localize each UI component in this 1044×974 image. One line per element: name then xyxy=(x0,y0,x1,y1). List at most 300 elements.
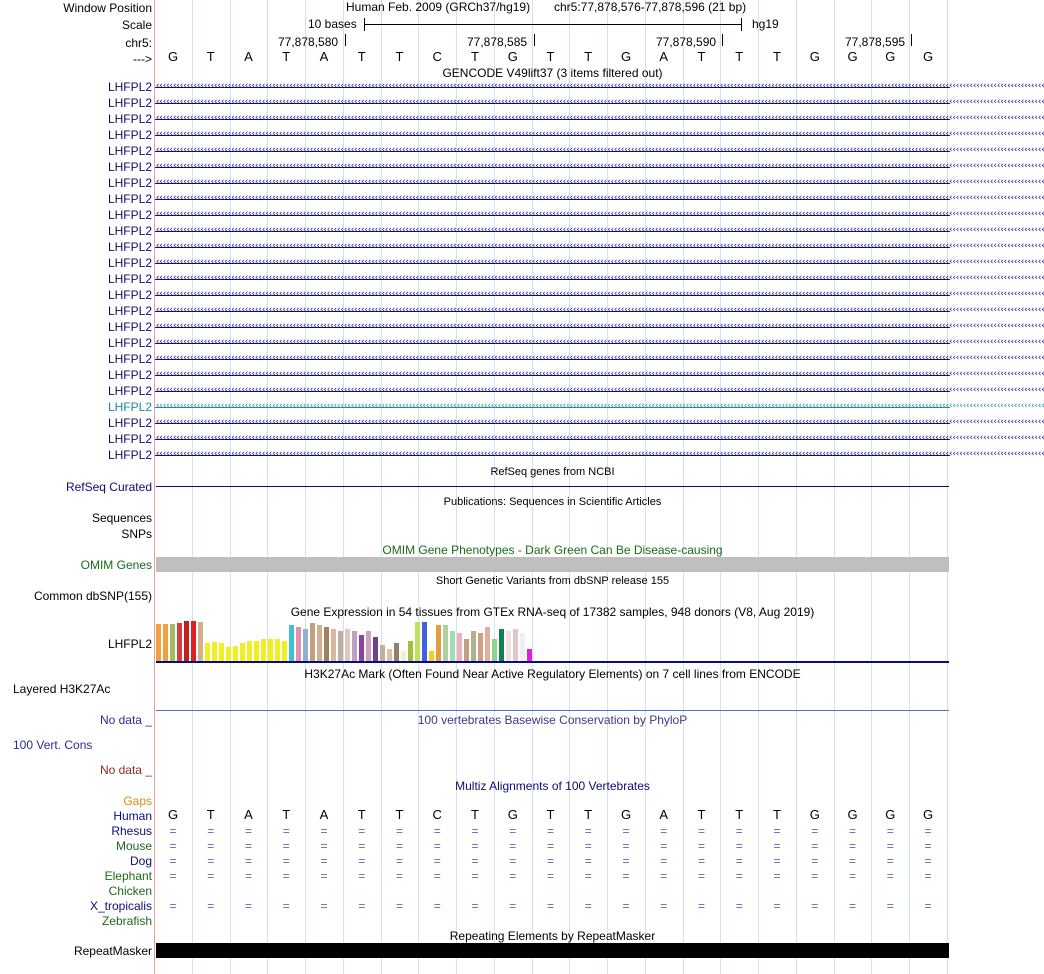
reference-base: A xyxy=(319,49,329,64)
multiz-human-base: T xyxy=(735,807,744,822)
multiz-identity-mark: = xyxy=(924,854,932,868)
strand-arrows: ‹‹‹‹‹‹‹‹‹‹‹‹‹‹‹‹‹‹‹‹‹‹‹‹‹‹‹‹‹‹‹‹‹‹‹‹‹‹‹‹‹‹‹‹‹‹‹‹‹‹‹‹‹‹‹‹‹‹‹‹‹‹‹‹‹‹‹‹‹‹‹‹‹‹‹‹‹‹‹‹‹‹‹‹‹‹‹‹‹‹‹‹‹‹‹‹‹‹‹‹‹‹‹‹‹‹‹‹‹‹‹‹‹‹‹‹‹‹‹‹‹‹‹‹‹‹‹‹‹‹‹‹‹‹‹‹‹‹‹‹‹‹‹‹‹‹‹‹‹‹‹‹‹‹‹‹‹‹‹‹‹‹‹‹‹‹‹‹‹‹‹‹‹‹‹‹‹‹‹‹‹‹‹‹‹‹‹‹‹‹‹‹‹‹‹‹‹‹‹‹‹‹‹‹‹‹‹‹‹‹‹‹‹‹‹‹‹‹‹‹‹‹‹‹‹‹‹‹‹‹‹‹‹‹‹‹‹‹‹‹‹‹‹‹‹‹‹‹‹‹‹‹‹‹‹‹‹‹‹‹ xyxy=(155,193,1044,203)
gencode-transcript-row[interactable] xyxy=(155,112,1044,128)
reference-base: C xyxy=(432,49,442,64)
multiz-identity-mark: = xyxy=(848,869,856,883)
multiz-identity-mark: = xyxy=(282,824,290,838)
gencode-transcript-row[interactable] xyxy=(155,240,1044,256)
gtex-tissue-bar[interactable] xyxy=(436,625,441,661)
gencode-transcript-label[interactable]: LHFPL2 xyxy=(107,176,152,190)
gencode-transcript-row[interactable] xyxy=(155,160,1044,176)
gtex-tissue-bar[interactable] xyxy=(317,625,322,661)
gtex-tissue-bar[interactable] xyxy=(219,643,224,661)
multiz-identity-mark: = xyxy=(320,869,328,883)
gtex-tissue-bar[interactable] xyxy=(443,625,448,661)
gencode-transcript-intron-line[interactable] xyxy=(155,161,1044,172)
multiz-identity-mark: = xyxy=(697,854,705,868)
gencode-transcript-intron-line[interactable] xyxy=(155,225,1044,236)
multiz-species-label[interactable]: Elephant xyxy=(104,869,152,883)
refseq-gene-line[interactable] xyxy=(156,486,949,487)
strand-arrows: ‹‹‹‹‹‹‹‹‹‹‹‹‹‹‹‹‹‹‹‹‹‹‹‹‹‹‹‹‹‹‹‹‹‹‹‹‹‹‹‹‹‹‹‹‹‹‹‹‹‹‹‹‹‹‹‹‹‹‹‹‹‹‹‹‹‹‹‹‹‹‹‹‹‹‹‹‹‹‹‹‹‹‹‹‹‹‹‹‹‹‹‹‹‹‹‹‹‹‹‹‹‹‹‹‹‹‹‹‹‹‹‹‹‹‹‹‹‹‹‹‹‹‹‹‹‹‹‹‹‹‹‹‹‹‹‹‹‹‹‹‹‹‹‹‹‹‹‹‹‹‹‹‹‹‹‹‹‹‹‹‹‹‹‹‹‹‹‹‹‹‹‹‹‹‹‹‹‹‹‹‹‹‹‹‹‹‹‹‹‹‹‹‹‹‹‹‹‹‹‹‹‹‹‹‹‹‹‹‹‹‹‹‹‹‹‹‹‹‹‹‹‹‹‹‹‹‹‹‹‹‹‹‹‹‹‹‹‹‹‹‹‹‹‹‹‹‹‹‹‹‹‹‹‹‹‹‹‹‹‹ xyxy=(155,257,1044,267)
reference-base: T xyxy=(206,49,215,64)
multiz-human-base: T xyxy=(546,807,555,822)
phylop-axis-line xyxy=(156,710,949,711)
gencode-transcript-label[interactable]: LHFPL2 xyxy=(107,144,152,158)
gtex-tissue-bar[interactable] xyxy=(191,621,196,661)
strand-arrows: ‹‹‹‹‹‹‹‹‹‹‹‹‹‹‹‹‹‹‹‹‹‹‹‹‹‹‹‹‹‹‹‹‹‹‹‹‹‹‹‹‹‹‹‹‹‹‹‹‹‹‹‹‹‹‹‹‹‹‹‹‹‹‹‹‹‹‹‹‹‹‹‹‹‹‹‹‹‹‹‹‹‹‹‹‹‹‹‹‹‹‹‹‹‹‹‹‹‹‹‹‹‹‹‹‹‹‹‹‹‹‹‹‹‹‹‹‹‹‹‹‹‹‹‹‹‹‹‹‹‹‹‹‹‹‹‹‹‹‹‹‹‹‹‹‹‹‹‹‹‹‹‹‹‹‹‹‹‹‹‹‹‹‹‹‹‹‹‹‹‹‹‹‹‹‹‹‹‹‹‹‹‹‹‹‹‹‹‹‹‹‹‹‹‹‹‹‹‹‹‹‹‹‹‹‹‹‹‹‹‹‹‹‹‹‹‹‹‹‹‹‹‹‹‹‹‹‹‹‹‹‹‹‹‹‹‹‹‹‹‹‹‹‹‹‹‹‹‹‹‹‹‹‹‹‹‹‹‹‹‹ xyxy=(155,81,1044,91)
multiz-identity-mark: = xyxy=(584,854,592,868)
multiz-identity-mark: = xyxy=(207,899,215,913)
gencode-transcript-row[interactable] xyxy=(155,352,1044,368)
multiz-identity-mark: = xyxy=(207,824,215,838)
multiz-species-label[interactable]: X_tropicalis xyxy=(89,899,152,913)
multiz-human-base: G xyxy=(847,807,858,822)
gtex-tissue-bar[interactable] xyxy=(233,646,238,661)
reference-base: T xyxy=(357,49,366,64)
omim-gene-bar[interactable] xyxy=(156,557,949,572)
multiz-identity-mark: = xyxy=(509,824,517,838)
gencode-transcript-row[interactable] xyxy=(155,96,1044,112)
gencode-transcript-label[interactable]: LHFPL2 xyxy=(107,352,152,366)
gtex-tissue-bar[interactable] xyxy=(163,624,168,661)
multiz-identity-mark: = xyxy=(433,824,441,838)
multiz-identity-mark: = xyxy=(471,839,479,853)
multiz-identity-mark: = xyxy=(169,854,177,868)
gencode-transcript-intron-line[interactable] xyxy=(155,433,1044,444)
reference-base: T xyxy=(471,49,479,64)
gtex-tissue-bar[interactable] xyxy=(359,635,364,661)
gtex-tissue-bar[interactable] xyxy=(303,629,308,661)
gencode-transcript-intron-line[interactable] xyxy=(155,209,1044,220)
reference-base: G xyxy=(847,49,858,64)
gtex-tissue-bar[interactable] xyxy=(450,631,455,661)
gtex-tissue-bar[interactable] xyxy=(478,633,483,661)
gencode-transcript-label[interactable]: LHFPL2 xyxy=(107,304,152,318)
multiz-identity-mark: = xyxy=(697,869,705,883)
strand-arrows: ‹‹‹‹‹‹‹‹‹‹‹‹‹‹‹‹‹‹‹‹‹‹‹‹‹‹‹‹‹‹‹‹‹‹‹‹‹‹‹‹‹‹‹‹‹‹‹‹‹‹‹‹‹‹‹‹‹‹‹‹‹‹‹‹‹‹‹‹‹‹‹‹‹‹‹‹‹‹‹‹‹‹‹‹‹‹‹‹‹‹‹‹‹‹‹‹‹‹‹‹‹‹‹‹‹‹‹‹‹‹‹‹‹‹‹‹‹‹‹‹‹‹‹‹‹‹‹‹‹‹‹‹‹‹‹‹‹‹‹‹‹‹‹‹‹‹‹‹‹‹‹‹‹‹‹‹‹‹‹‹‹‹‹‹‹‹‹‹‹‹‹‹‹‹‹‹‹‹‹‹‹‹‹‹‹‹‹‹‹‹‹‹‹‹‹‹‹‹‹‹‹‹‹‹‹‹‹‹‹‹‹‹‹‹‹‹‹‹‹‹‹‹‹‹‹‹‹‹‹‹‹‹‹‹‹‹‹‹‹‹‹‹‹‹‹‹‹‹‹‹‹‹‹‹‹‹‹‹‹‹ xyxy=(155,225,1044,235)
scale-db-text: hg19 xyxy=(752,17,779,31)
multiz-identity-mark: = xyxy=(735,899,743,913)
multiz-identity-mark: = xyxy=(735,839,743,853)
repeatmasker-track-label[interactable]: RepeatMasker xyxy=(73,944,152,958)
multiz-identity-mark: = xyxy=(735,854,743,868)
multiz-identity-mark: = xyxy=(169,869,177,883)
multiz-track-title: Multiz Alignments of 100 Vertebrates xyxy=(455,779,650,793)
gtex-tissue-bar[interactable] xyxy=(331,629,336,661)
gtex-tissue-bar[interactable] xyxy=(401,651,406,661)
repeatmasker-element-bar[interactable] xyxy=(156,943,949,958)
strand-arrows: ‹‹‹‹‹‹‹‹‹‹‹‹‹‹‹‹‹‹‹‹‹‹‹‹‹‹‹‹‹‹‹‹‹‹‹‹‹‹‹‹‹‹‹‹‹‹‹‹‹‹‹‹‹‹‹‹‹‹‹‹‹‹‹‹‹‹‹‹‹‹‹‹‹‹‹‹‹‹‹‹‹‹‹‹‹‹‹‹‹‹‹‹‹‹‹‹‹‹‹‹‹‹‹‹‹‹‹‹‹‹‹‹‹‹‹‹‹‹‹‹‹‹‹‹‹‹‹‹‹‹‹‹‹‹‹‹‹‹‹‹‹‹‹‹‹‹‹‹‹‹‹‹‹‹‹‹‹‹‹‹‹‹‹‹‹‹‹‹‹‹‹‹‹‹‹‹‹‹‹‹‹‹‹‹‹‹‹‹‹‹‹‹‹‹‹‹‹‹‹‹‹‹‹‹‹‹‹‹‹‹‹‹‹‹‹‹‹‹‹‹‹‹‹‹‹‹‹‹‹‹‹‹‹‹‹‹‹‹‹‹‹‹‹‹‹‹‹‹‹‹‹‹‹‹‹‹‹‹‹‹ xyxy=(155,113,1044,123)
multiz-identity-mark: = xyxy=(433,869,441,883)
gencode-transcript-row[interactable] xyxy=(155,368,1044,384)
strand-arrows: ‹‹‹‹‹‹‹‹‹‹‹‹‹‹‹‹‹‹‹‹‹‹‹‹‹‹‹‹‹‹‹‹‹‹‹‹‹‹‹‹‹‹‹‹‹‹‹‹‹‹‹‹‹‹‹‹‹‹‹‹‹‹‹‹‹‹‹‹‹‹‹‹‹‹‹‹‹‹‹‹‹‹‹‹‹‹‹‹‹‹‹‹‹‹‹‹‹‹‹‹‹‹‹‹‹‹‹‹‹‹‹‹‹‹‹‹‹‹‹‹‹‹‹‹‹‹‹‹‹‹‹‹‹‹‹‹‹‹‹‹‹‹‹‹‹‹‹‹‹‹‹‹‹‹‹‹‹‹‹‹‹‹‹‹‹‹‹‹‹‹‹‹‹‹‹‹‹‹‹‹‹‹‹‹‹‹‹‹‹‹‹‹‹‹‹‹‹‹‹‹‹‹‹‹‹‹‹‹‹‹‹‹‹‹‹‹‹‹‹‹‹‹‹‹‹‹‹‹‹‹‹‹‹‹‹‹‹‹‹‹‹‹‹‹‹‹‹‹‹‹‹‹‹‹‹‹‹‹‹‹ xyxy=(155,289,1044,299)
gtex-tissue-bar[interactable] xyxy=(289,625,294,661)
refseq-track-title: RefSeq genes from NCBI xyxy=(490,466,615,478)
strand-arrows: ‹‹‹‹‹‹‹‹‹‹‹‹‹‹‹‹‹‹‹‹‹‹‹‹‹‹‹‹‹‹‹‹‹‹‹‹‹‹‹‹‹‹‹‹‹‹‹‹‹‹‹‹‹‹‹‹‹‹‹‹‹‹‹‹‹‹‹‹‹‹‹‹‹‹‹‹‹‹‹‹‹‹‹‹‹‹‹‹‹‹‹‹‹‹‹‹‹‹‹‹‹‹‹‹‹‹‹‹‹‹‹‹‹‹‹‹‹‹‹‹‹‹‹‹‹‹‹‹‹‹‹‹‹‹‹‹‹‹‹‹‹‹‹‹‹‹‹‹‹‹‹‹‹‹‹‹‹‹‹‹‹‹‹‹‹‹‹‹‹‹‹‹‹‹‹‹‹‹‹‹‹‹‹‹‹‹‹‹‹‹‹‹‹‹‹‹‹‹‹‹‹‹‹‹‹‹‹‹‹‹‹‹‹‹‹‹‹‹‹‹‹‹‹‹‹‹‹‹‹‹‹‹‹‹‹‹‹‹‹‹‹‹‹‹‹‹‹‹‹‹‹‹‹‹‹‹‹‹‹‹ xyxy=(155,449,1044,459)
gencode-transcript-intron-line[interactable] xyxy=(155,417,1044,428)
multiz-species-label[interactable]: Mouse xyxy=(115,839,152,853)
multiz-identity-mark: = xyxy=(320,854,328,868)
gencode-transcript-intron-line[interactable] xyxy=(155,241,1044,252)
multiz-identity-mark: = xyxy=(320,824,328,838)
multiz-human-base: A xyxy=(244,807,253,822)
multiz-identity-mark: = xyxy=(282,899,290,913)
gencode-transcript-intron-line[interactable] xyxy=(155,305,1044,316)
multiz-identity-mark: = xyxy=(471,899,479,913)
gencode-transcript-label[interactable]: LHFPL2 xyxy=(107,80,152,94)
gencode-transcript-intron-line[interactable] xyxy=(155,353,1044,364)
gtex-tissue-bar[interactable] xyxy=(506,631,511,661)
gtex-tissue-bar[interactable] xyxy=(205,643,210,661)
multiz-identity-mark: = xyxy=(471,869,479,883)
gencode-transcript-intron-line[interactable] xyxy=(155,97,1044,108)
gencode-transcript-row[interactable] xyxy=(155,416,1044,432)
multiz-human-base: A xyxy=(319,807,329,822)
gencode-transcript-row[interactable] xyxy=(155,176,1044,192)
multiz-identity-mark: = xyxy=(697,899,705,913)
gtex-tissue-bar[interactable] xyxy=(387,649,392,661)
multiz-identity-mark: = xyxy=(509,899,517,913)
gencode-transcript-row[interactable] xyxy=(155,144,1044,160)
gencode-transcript-row[interactable] xyxy=(155,400,1044,416)
gtex-tissue-bar[interactable] xyxy=(198,622,203,661)
gtex-tissue-bar[interactable] xyxy=(170,624,175,661)
multiz-human-base: G xyxy=(885,807,896,822)
reference-base: G xyxy=(922,49,934,64)
multiz-identity-mark: = xyxy=(584,869,592,883)
gencode-transcript-label[interactable]: LHFPL2 xyxy=(107,368,152,382)
gencode-transcript-row[interactable] xyxy=(155,80,1044,96)
gencode-transcript-intron-line[interactable] xyxy=(155,257,1044,268)
gencode-transcript-row[interactable] xyxy=(155,432,1044,448)
gtex-tissue-bar[interactable] xyxy=(184,621,189,661)
strand-arrows: ‹‹‹‹‹‹‹‹‹‹‹‹‹‹‹‹‹‹‹‹‹‹‹‹‹‹‹‹‹‹‹‹‹‹‹‹‹‹‹‹‹‹‹‹‹‹‹‹‹‹‹‹‹‹‹‹‹‹‹‹‹‹‹‹‹‹‹‹‹‹‹‹‹‹‹‹‹‹‹‹‹‹‹‹‹‹‹‹‹‹‹‹‹‹‹‹‹‹‹‹‹‹‹‹‹‹‹‹‹‹‹‹‹‹‹‹‹‹‹‹‹‹‹‹‹‹‹‹‹‹‹‹‹‹‹‹‹‹‹‹‹‹‹‹‹‹‹‹‹‹‹‹‹‹‹‹‹‹‹‹‹‹‹‹‹‹‹‹‹‹‹‹‹‹‹‹‹‹‹‹‹‹‹‹‹‹‹‹‹‹‹‹‹‹‹‹‹‹‹‹‹‹‹‹‹‹‹‹‹‹‹‹‹‹‹‹‹‹‹‹‹‹‹‹‹‹‹‹‹‹‹‹‹‹‹‹‹‹‹‹‹‹‹‹‹‹‹‹‹‹‹‹‹‹‹‹‹‹‹‹ xyxy=(155,369,1044,379)
multiz-identity-mark: = xyxy=(697,824,705,838)
multiz-species-label[interactable]: Human xyxy=(113,809,152,823)
phylop-no-data-bottom: No data _ xyxy=(99,763,152,777)
multiz-identity-mark: = xyxy=(811,839,819,853)
multiz-identity-mark: = xyxy=(584,824,592,838)
gencode-transcript-label[interactable]: LHFPL2 xyxy=(107,448,152,462)
gencode-transcript-label[interactable]: LHFPL2 xyxy=(107,400,152,414)
strand-arrows: ‹‹‹‹‹‹‹‹‹‹‹‹‹‹‹‹‹‹‹‹‹‹‹‹‹‹‹‹‹‹‹‹‹‹‹‹‹‹‹‹‹‹‹‹‹‹‹‹‹‹‹‹‹‹‹‹‹‹‹‹‹‹‹‹‹‹‹‹‹‹‹‹‹‹‹‹‹‹‹‹‹‹‹‹‹‹‹‹‹‹‹‹‹‹‹‹‹‹‹‹‹‹‹‹‹‹‹‹‹‹‹‹‹‹‹‹‹‹‹‹‹‹‹‹‹‹‹‹‹‹‹‹‹‹‹‹‹‹‹‹‹‹‹‹‹‹‹‹‹‹‹‹‹‹‹‹‹‹‹‹‹‹‹‹‹‹‹‹‹‹‹‹‹‹‹‹‹‹‹‹‹‹‹‹‹‹‹‹‹‹‹‹‹‹‹‹‹‹‹‹‹‹‹‹‹‹‹‹‹‹‹‹‹‹‹‹‹‹‹‹‹‹‹‹‹‹‹‹‹‹‹‹‹‹‹‹‹‹‹‹‹‹‹‹‹‹‹‹‹‹‹‹‹‹‹‹‹‹‹‹ xyxy=(155,321,1044,331)
omim-track-label[interactable]: OMIM Genes xyxy=(80,558,152,572)
ruler-tick xyxy=(722,34,723,46)
gencode-transcript-intron-line[interactable] xyxy=(155,369,1044,380)
multiz-identity-mark: = xyxy=(546,869,554,883)
gtex-tissue-bar[interactable] xyxy=(212,642,217,661)
gtex-tissue-bar[interactable] xyxy=(429,651,434,661)
multiz-identity-mark: = xyxy=(811,899,819,913)
multiz-identity-mark: = xyxy=(622,869,630,883)
multiz-identity-mark: = xyxy=(773,854,781,868)
multiz-identity-mark: = xyxy=(546,854,554,868)
gtex-tissue-bar[interactable] xyxy=(394,643,399,661)
gencode-transcript-intron-line[interactable] xyxy=(155,145,1044,156)
gtex-tissue-bar[interactable] xyxy=(338,631,343,661)
multiz-identity-mark: = xyxy=(320,839,328,853)
strand-arrows: ‹‹‹‹‹‹‹‹‹‹‹‹‹‹‹‹‹‹‹‹‹‹‹‹‹‹‹‹‹‹‹‹‹‹‹‹‹‹‹‹‹‹‹‹‹‹‹‹‹‹‹‹‹‹‹‹‹‹‹‹‹‹‹‹‹‹‹‹‹‹‹‹‹‹‹‹‹‹‹‹‹‹‹‹‹‹‹‹‹‹‹‹‹‹‹‹‹‹‹‹‹‹‹‹‹‹‹‹‹‹‹‹‹‹‹‹‹‹‹‹‹‹‹‹‹‹‹‹‹‹‹‹‹‹‹‹‹‹‹‹‹‹‹‹‹‹‹‹‹‹‹‹‹‹‹‹‹‹‹‹‹‹‹‹‹‹‹‹‹‹‹‹‹‹‹‹‹‹‹‹‹‹‹‹‹‹‹‹‹‹‹‹‹‹‹‹‹‹‹‹‹‹‹‹‹‹‹‹‹‹‹‹‹‹‹‹‹‹‹‹‹‹‹‹‹‹‹‹‹‹‹‹‹‹‹‹‹‹‹‹‹‹‹‹‹‹‹‹‹‹‹‹‹‹‹‹‹‹‹‹ xyxy=(155,417,1044,427)
gtex-tissue-bar[interactable] xyxy=(457,633,462,661)
gtex-gene-line[interactable] xyxy=(156,661,949,663)
multiz-identity-mark: = xyxy=(622,899,630,913)
gencode-transcript-row[interactable] xyxy=(155,224,1044,240)
strand-arrows: ‹‹‹‹‹‹‹‹‹‹‹‹‹‹‹‹‹‹‹‹‹‹‹‹‹‹‹‹‹‹‹‹‹‹‹‹‹‹‹‹‹‹‹‹‹‹‹‹‹‹‹‹‹‹‹‹‹‹‹‹‹‹‹‹‹‹‹‹‹‹‹‹‹‹‹‹‹‹‹‹‹‹‹‹‹‹‹‹‹‹‹‹‹‹‹‹‹‹‹‹‹‹‹‹‹‹‹‹‹‹‹‹‹‹‹‹‹‹‹‹‹‹‹‹‹‹‹‹‹‹‹‹‹‹‹‹‹‹‹‹‹‹‹‹‹‹‹‹‹‹‹‹‹‹‹‹‹‹‹‹‹‹‹‹‹‹‹‹‹‹‹‹‹‹‹‹‹‹‹‹‹‹‹‹‹‹‹‹‹‹‹‹‹‹‹‹‹‹‹‹‹‹‹‹‹‹‹‹‹‹‹‹‹‹‹‹‹‹‹‹‹‹‹‹‹‹‹‹‹‹‹‹‹‹‹‹‹‹‹‹‹‹‹‹‹‹‹‹‹‹‹‹‹‹‹‹‹‹‹‹ xyxy=(155,177,1044,187)
reference-base: T xyxy=(584,49,593,64)
gencode-transcript-row[interactable] xyxy=(155,448,1044,464)
multiz-identity-mark: = xyxy=(622,854,630,868)
gencode-transcript-row[interactable] xyxy=(155,272,1044,288)
multiz-identity-mark: = xyxy=(395,824,403,838)
multiz-identity-mark: = xyxy=(169,839,177,853)
multiz-identity-mark: = xyxy=(395,839,403,853)
reference-base: A xyxy=(244,49,253,64)
gtex-tissue-bar[interactable] xyxy=(282,641,287,661)
ruler-tick-label: 77,878,590 xyxy=(656,35,717,49)
multiz-identity-mark: = xyxy=(886,869,894,883)
multiz-identity-mark: = xyxy=(358,899,366,913)
h3k27ac-track-label[interactable]: Layered H3K27Ac xyxy=(13,682,111,696)
gencode-transcript-label[interactable]: LHFPL2 xyxy=(107,256,152,270)
phylop-track-label[interactable]: 100 Vert. Cons xyxy=(13,738,93,752)
gencode-transcript-label[interactable]: LHFPL2 xyxy=(107,112,152,126)
reference-base: T xyxy=(546,49,555,64)
gencode-transcript-intron-line[interactable] xyxy=(155,193,1044,204)
gtex-track-label[interactable]: LHFPL2 xyxy=(107,637,152,651)
multiz-identity-mark: = xyxy=(622,824,630,838)
gencode-track-title: GENCODE V49lift37 (3 items filtered out) xyxy=(442,66,663,80)
multiz-identity-mark: = xyxy=(244,839,252,853)
gtex-tissue-bar[interactable] xyxy=(513,629,518,661)
strand-arrows: ‹‹‹‹‹‹‹‹‹‹‹‹‹‹‹‹‹‹‹‹‹‹‹‹‹‹‹‹‹‹‹‹‹‹‹‹‹‹‹‹‹‹‹‹‹‹‹‹‹‹‹‹‹‹‹‹‹‹‹‹‹‹‹‹‹‹‹‹‹‹‹‹‹‹‹‹‹‹‹‹‹‹‹‹‹‹‹‹‹‹‹‹‹‹‹‹‹‹‹‹‹‹‹‹‹‹‹‹‹‹‹‹‹‹‹‹‹‹‹‹‹‹‹‹‹‹‹‹‹‹‹‹‹‹‹‹‹‹‹‹‹‹‹‹‹‹‹‹‹‹‹‹‹‹‹‹‹‹‹‹‹‹‹‹‹‹‹‹‹‹‹‹‹‹‹‹‹‹‹‹‹‹‹‹‹‹‹‹‹‹‹‹‹‹‹‹‹‹‹‹‹‹‹‹‹‹‹‹‹‹‹‹‹‹‹‹‹‹‹‹‹‹‹‹‹‹‹‹‹‹‹‹‹‹‹‹‹‹‹‹‹‹‹‹‹‹‹‹‹‹‹‹‹‹‹‹‹‹‹‹ xyxy=(155,209,1044,219)
scale-bar xyxy=(364,24,742,25)
multiz-identity-mark: = xyxy=(584,899,592,913)
gtex-tissue-bar[interactable] xyxy=(499,629,504,661)
gtex-tissue-bar[interactable] xyxy=(296,627,301,661)
gencode-transcript-row[interactable] xyxy=(155,192,1044,208)
publications-sequences-label[interactable]: Sequences xyxy=(91,511,152,525)
gencode-transcript-row[interactable] xyxy=(155,256,1044,272)
multiz-species-label[interactable]: Zebrafish xyxy=(101,914,152,928)
gtex-tissue-bar[interactable] xyxy=(520,633,525,661)
multiz-identity-mark: = xyxy=(282,869,290,883)
gtex-tissue-bar[interactable] xyxy=(464,639,469,661)
gencode-transcript-intron-line[interactable] xyxy=(155,129,1044,140)
multiz-human-base: T xyxy=(357,807,366,822)
multiz-identity-mark: = xyxy=(169,824,177,838)
gencode-transcript-intron-line[interactable] xyxy=(155,81,1044,92)
gtex-tissue-bar[interactable] xyxy=(156,624,161,661)
gencode-transcript-label[interactable]: LHFPL2 xyxy=(107,160,152,174)
gencode-transcript-intron-line[interactable] xyxy=(155,401,1044,412)
gencode-transcript-row[interactable] xyxy=(155,208,1044,224)
gtex-tissue-bar[interactable] xyxy=(261,639,266,661)
gtex-tissue-bar[interactable] xyxy=(324,627,329,661)
gencode-transcript-intron-line[interactable] xyxy=(155,289,1044,300)
strand-arrows: ‹‹‹‹‹‹‹‹‹‹‹‹‹‹‹‹‹‹‹‹‹‹‹‹‹‹‹‹‹‹‹‹‹‹‹‹‹‹‹‹‹‹‹‹‹‹‹‹‹‹‹‹‹‹‹‹‹‹‹‹‹‹‹‹‹‹‹‹‹‹‹‹‹‹‹‹‹‹‹‹‹‹‹‹‹‹‹‹‹‹‹‹‹‹‹‹‹‹‹‹‹‹‹‹‹‹‹‹‹‹‹‹‹‹‹‹‹‹‹‹‹‹‹‹‹‹‹‹‹‹‹‹‹‹‹‹‹‹‹‹‹‹‹‹‹‹‹‹‹‹‹‹‹‹‹‹‹‹‹‹‹‹‹‹‹‹‹‹‹‹‹‹‹‹‹‹‹‹‹‹‹‹‹‹‹‹‹‹‹‹‹‹‹‹‹‹‹‹‹‹‹‹‹‹‹‹‹‹‹‹‹‹‹‹‹‹‹‹‹‹‹‹‹‹‹‹‹‹‹‹‹‹‹‹‹‹‹‹‹‹‹‹‹‹‹‹‹‹‹‹‹‹‹‹‹‹‹‹‹‹ xyxy=(155,353,1044,363)
multiz-human-base: T xyxy=(206,807,215,822)
multiz-identity-mark: = xyxy=(886,839,894,853)
gtex-tissue-bar[interactable] xyxy=(366,631,371,661)
reference-base: T xyxy=(697,49,706,64)
gencode-transcript-intron-line[interactable] xyxy=(155,449,1044,460)
gencode-transcript-row[interactable] xyxy=(155,304,1044,320)
multiz-identity-mark: = xyxy=(811,854,819,868)
multiz-identity-mark: = xyxy=(886,899,894,913)
gtex-tissue-bar[interactable] xyxy=(226,647,231,661)
strand-arrows: ‹‹‹‹‹‹‹‹‹‹‹‹‹‹‹‹‹‹‹‹‹‹‹‹‹‹‹‹‹‹‹‹‹‹‹‹‹‹‹‹‹‹‹‹‹‹‹‹‹‹‹‹‹‹‹‹‹‹‹‹‹‹‹‹‹‹‹‹‹‹‹‹‹‹‹‹‹‹‹‹‹‹‹‹‹‹‹‹‹‹‹‹‹‹‹‹‹‹‹‹‹‹‹‹‹‹‹‹‹‹‹‹‹‹‹‹‹‹‹‹‹‹‹‹‹‹‹‹‹‹‹‹‹‹‹‹‹‹‹‹‹‹‹‹‹‹‹‹‹‹‹‹‹‹‹‹‹‹‹‹‹‹‹‹‹‹‹‹‹‹‹‹‹‹‹‹‹‹‹‹‹‹‹‹‹‹‹‹‹‹‹‹‹‹‹‹‹‹‹‹‹‹‹‹‹‹‹‹‹‹‹‹‹‹‹‹‹‹‹‹‹‹‹‹‹‹‹‹‹‹‹‹‹‹‹‹‹‹‹‹‹‹‹‹‹‹‹‹‹‹‹‹‹‹‹‹‹‹‹‹ xyxy=(155,433,1044,443)
multiz-identity-mark: = xyxy=(207,839,215,853)
gtex-tissue-bar[interactable] xyxy=(471,631,476,661)
multiz-identity-mark: = xyxy=(320,899,328,913)
multiz-identity-mark: = xyxy=(471,854,479,868)
gencode-transcript-label[interactable]: LHFPL2 xyxy=(107,320,152,334)
gtex-tissue-bar[interactable] xyxy=(373,637,378,661)
gencode-transcript-label[interactable]: LHFPL2 xyxy=(107,272,152,286)
multiz-identity-mark: = xyxy=(584,839,592,853)
gencode-transcript-row[interactable] xyxy=(155,336,1044,352)
gencode-transcript-label[interactable]: LHFPL2 xyxy=(107,224,152,238)
gtex-tissue-bar[interactable] xyxy=(492,639,497,661)
multiz-identity-mark: = xyxy=(886,824,894,838)
chrom-label: chr5: xyxy=(125,36,152,50)
strand-arrows: ‹‹‹‹‹‹‹‹‹‹‹‹‹‹‹‹‹‹‹‹‹‹‹‹‹‹‹‹‹‹‹‹‹‹‹‹‹‹‹‹‹‹‹‹‹‹‹‹‹‹‹‹‹‹‹‹‹‹‹‹‹‹‹‹‹‹‹‹‹‹‹‹‹‹‹‹‹‹‹‹‹‹‹‹‹‹‹‹‹‹‹‹‹‹‹‹‹‹‹‹‹‹‹‹‹‹‹‹‹‹‹‹‹‹‹‹‹‹‹‹‹‹‹‹‹‹‹‹‹‹‹‹‹‹‹‹‹‹‹‹‹‹‹‹‹‹‹‹‹‹‹‹‹‹‹‹‹‹‹‹‹‹‹‹‹‹‹‹‹‹‹‹‹‹‹‹‹‹‹‹‹‹‹‹‹‹‹‹‹‹‹‹‹‹‹‹‹‹‹‹‹‹‹‹‹‹‹‹‹‹‹‹‹‹‹‹‹‹‹‹‹‹‹‹‹‹‹‹‹‹‹‹‹‹‹‹‹‹‹‹‹‹‹‹‹‹‹‹‹‹‹‹‹‹‹‹‹‹‹‹ xyxy=(155,241,1044,251)
multiz-identity-mark: = xyxy=(924,869,932,883)
strand-arrows: ‹‹‹‹‹‹‹‹‹‹‹‹‹‹‹‹‹‹‹‹‹‹‹‹‹‹‹‹‹‹‹‹‹‹‹‹‹‹‹‹‹‹‹‹‹‹‹‹‹‹‹‹‹‹‹‹‹‹‹‹‹‹‹‹‹‹‹‹‹‹‹‹‹‹‹‹‹‹‹‹‹‹‹‹‹‹‹‹‹‹‹‹‹‹‹‹‹‹‹‹‹‹‹‹‹‹‹‹‹‹‹‹‹‹‹‹‹‹‹‹‹‹‹‹‹‹‹‹‹‹‹‹‹‹‹‹‹‹‹‹‹‹‹‹‹‹‹‹‹‹‹‹‹‹‹‹‹‹‹‹‹‹‹‹‹‹‹‹‹‹‹‹‹‹‹‹‹‹‹‹‹‹‹‹‹‹‹‹‹‹‹‹‹‹‹‹‹‹‹‹‹‹‹‹‹‹‹‹‹‹‹‹‹‹‹‹‹‹‹‹‹‹‹‹‹‹‹‹‹‹‹‹‹‹‹‹‹‹‹‹‹‹‹‹‹‹‹‹‹‹‹‹‹‹‹‹‹‹‹‹ xyxy=(155,305,1044,315)
multiz-human-base: G xyxy=(922,807,934,822)
multiz-human-base: T xyxy=(584,807,593,822)
ruler-tick xyxy=(345,34,346,46)
gencode-transcript-intron-line[interactable] xyxy=(155,385,1044,396)
multiz-identity-mark: = xyxy=(546,824,554,838)
gtex-expression-bars[interactable] xyxy=(156,620,536,661)
phylop-track-title: 100 vertebrates Basewise Conservation by PhyloP xyxy=(417,713,688,727)
multiz-human-base: T xyxy=(471,807,479,822)
strand-arrows: ‹‹‹‹‹‹‹‹‹‹‹‹‹‹‹‹‹‹‹‹‹‹‹‹‹‹‹‹‹‹‹‹‹‹‹‹‹‹‹‹‹‹‹‹‹‹‹‹‹‹‹‹‹‹‹‹‹‹‹‹‹‹‹‹‹‹‹‹‹‹‹‹‹‹‹‹‹‹‹‹‹‹‹‹‹‹‹‹‹‹‹‹‹‹‹‹‹‹‹‹‹‹‹‹‹‹‹‹‹‹‹‹‹‹‹‹‹‹‹‹‹‹‹‹‹‹‹‹‹‹‹‹‹‹‹‹‹‹‹‹‹‹‹‹‹‹‹‹‹‹‹‹‹‹‹‹‹‹‹‹‹‹‹‹‹‹‹‹‹‹‹‹‹‹‹‹‹‹‹‹‹‹‹‹‹‹‹‹‹‹‹‹‹‹‹‹‹‹‹‹‹‹‹‹‹‹‹‹‹‹‹‹‹‹‹‹‹‹‹‹‹‹‹‹‹‹‹‹‹‹‹‹‹‹‹‹‹‹‹‹‹‹‹‹‹‹‹‹‹‹‹‹‹‹‹‹‹‹‹‹ xyxy=(155,385,1044,395)
gencode-transcript-row[interactable] xyxy=(155,288,1044,304)
gencode-transcript-row[interactable] xyxy=(155,384,1044,400)
gencode-transcript-label[interactable]: LHFPL2 xyxy=(107,208,152,222)
gencode-transcript-label[interactable]: LHFPL2 xyxy=(107,336,152,350)
repeatmasker-track-title: Repeating Elements by RepeatMasker xyxy=(449,929,656,943)
multiz-identity-mark: = xyxy=(811,869,819,883)
multiz-human-base: G xyxy=(167,807,179,822)
multiz-identity-mark: = xyxy=(169,899,177,913)
scale-bar-right-tick xyxy=(741,18,742,31)
gencode-transcript-label[interactable]: LHFPL2 xyxy=(107,96,152,110)
strand-arrows: ‹‹‹‹‹‹‹‹‹‹‹‹‹‹‹‹‹‹‹‹‹‹‹‹‹‹‹‹‹‹‹‹‹‹‹‹‹‹‹‹‹‹‹‹‹‹‹‹‹‹‹‹‹‹‹‹‹‹‹‹‹‹‹‹‹‹‹‹‹‹‹‹‹‹‹‹‹‹‹‹‹‹‹‹‹‹‹‹‹‹‹‹‹‹‹‹‹‹‹‹‹‹‹‹‹‹‹‹‹‹‹‹‹‹‹‹‹‹‹‹‹‹‹‹‹‹‹‹‹‹‹‹‹‹‹‹‹‹‹‹‹‹‹‹‹‹‹‹‹‹‹‹‹‹‹‹‹‹‹‹‹‹‹‹‹‹‹‹‹‹‹‹‹‹‹‹‹‹‹‹‹‹‹‹‹‹‹‹‹‹‹‹‹‹‹‹‹‹‹‹‹‹‹‹‹‹‹‹‹‹‹‹‹‹‹‹‹‹‹‹‹‹‹‹‹‹‹‹‹‹‹‹‹‹‹‹‹‹‹‹‹‹‹‹‹‹‹‹‹‹‹‹‹‹‹‹‹‹‹‹ xyxy=(155,161,1044,171)
gtex-tissue-bar[interactable] xyxy=(310,623,315,661)
gtex-tissue-bar[interactable] xyxy=(415,622,420,661)
gencode-transcript-intron-line[interactable] xyxy=(155,321,1044,332)
gencode-transcript-intron-line[interactable] xyxy=(155,177,1044,188)
assembly-title: Human Feb. 2009 (GRCh37/hg19) xyxy=(346,0,531,14)
multiz-identity-mark: = xyxy=(282,839,290,853)
h3k27ac-track-title: H3K27Ac Mark (Often Found Near Active Regulatory Elements) on 7 cell lines from ENCODE xyxy=(304,667,801,681)
gtex-tissue-bar[interactable] xyxy=(254,641,259,661)
scale-label: Scale xyxy=(121,18,152,32)
gencode-transcript-intron-line[interactable] xyxy=(155,273,1044,284)
multiz-identity-mark: = xyxy=(660,869,668,883)
gencode-transcript-label[interactable]: LHFPL2 xyxy=(107,384,152,398)
multiz-species-label[interactable]: Chicken xyxy=(108,884,152,898)
multiz-identity-mark: = xyxy=(207,869,215,883)
multiz-species-label[interactable]: Rhesus xyxy=(111,824,152,838)
gtex-tissue-bar[interactable] xyxy=(380,645,385,661)
multiz-identity-mark: = xyxy=(848,824,856,838)
multiz-identity-mark: = xyxy=(848,839,856,853)
multiz-gaps-label[interactable]: Gaps xyxy=(123,794,152,808)
strand-arrows: ‹‹‹‹‹‹‹‹‹‹‹‹‹‹‹‹‹‹‹‹‹‹‹‹‹‹‹‹‹‹‹‹‹‹‹‹‹‹‹‹‹‹‹‹‹‹‹‹‹‹‹‹‹‹‹‹‹‹‹‹‹‹‹‹‹‹‹‹‹‹‹‹‹‹‹‹‹‹‹‹‹‹‹‹‹‹‹‹‹‹‹‹‹‹‹‹‹‹‹‹‹‹‹‹‹‹‹‹‹‹‹‹‹‹‹‹‹‹‹‹‹‹‹‹‹‹‹‹‹‹‹‹‹‹‹‹‹‹‹‹‹‹‹‹‹‹‹‹‹‹‹‹‹‹‹‹‹‹‹‹‹‹‹‹‹‹‹‹‹‹‹‹‹‹‹‹‹‹‹‹‹‹‹‹‹‹‹‹‹‹‹‹‹‹‹‹‹‹‹‹‹‹‹‹‹‹‹‹‹‹‹‹‹‹‹‹‹‹‹‹‹‹‹‹‹‹‹‹‹‹‹‹‹‹‹‹‹‹‹‹‹‹‹‹‹‹‹‹‹‹‹‹‹‹‹‹‹‹‹‹ xyxy=(155,337,1044,347)
gencode-transcript-label[interactable]: LHFPL2 xyxy=(107,416,152,430)
reference-base: T xyxy=(282,49,291,64)
gencode-transcript-intron-line[interactable] xyxy=(155,113,1044,124)
gtex-tissue-bar[interactable] xyxy=(527,649,532,661)
multiz-identity-mark: = xyxy=(924,824,932,838)
multiz-identity-mark: = xyxy=(509,839,517,853)
multiz-identity-mark: = xyxy=(244,824,252,838)
gtex-tissue-bar[interactable] xyxy=(408,641,413,661)
reference-base: T xyxy=(735,49,744,64)
multiz-identity-mark: = xyxy=(546,839,554,853)
dbsnp-track-label[interactable]: Common dbSNP(155) xyxy=(33,589,152,603)
gtex-track-title: Gene Expression in 54 tissues from GTEx RNA-seq of 17382 samples, 948 donors (V8, Aug 2019) xyxy=(290,605,815,619)
gencode-transcript-label[interactable]: LHFPL2 xyxy=(107,288,152,302)
scale-bar-left-tick xyxy=(364,18,365,31)
strand-arrows: ‹‹‹‹‹‹‹‹‹‹‹‹‹‹‹‹‹‹‹‹‹‹‹‹‹‹‹‹‹‹‹‹‹‹‹‹‹‹‹‹‹‹‹‹‹‹‹‹‹‹‹‹‹‹‹‹‹‹‹‹‹‹‹‹‹‹‹‹‹‹‹‹‹‹‹‹‹‹‹‹‹‹‹‹‹‹‹‹‹‹‹‹‹‹‹‹‹‹‹‹‹‹‹‹‹‹‹‹‹‹‹‹‹‹‹‹‹‹‹‹‹‹‹‹‹‹‹‹‹‹‹‹‹‹‹‹‹‹‹‹‹‹‹‹‹‹‹‹‹‹‹‹‹‹‹‹‹‹‹‹‹‹‹‹‹‹‹‹‹‹‹‹‹‹‹‹‹‹‹‹‹‹‹‹‹‹‹‹‹‹‹‹‹‹‹‹‹‹‹‹‹‹‹‹‹‹‹‹‹‹‹‹‹‹‹‹‹‹‹‹‹‹‹‹‹‹‹‹‹‹‹‹‹‹‹‹‹‹‹‹‹‹‹‹‹‹‹‹‹‹‹‹‹‹‹‹‹‹‹‹ xyxy=(155,273,1044,283)
multiz-human-base: T xyxy=(697,807,706,822)
multiz-identity-mark: = xyxy=(433,839,441,853)
multiz-identity-mark: = xyxy=(773,824,781,838)
ruler-tick xyxy=(534,34,535,46)
dbsnp-track-title: Short Genetic Variants from dbSNP release 155 xyxy=(435,575,670,587)
multiz-identity-mark: = xyxy=(697,839,705,853)
phylop-no-data-top: No data _ xyxy=(99,713,152,727)
multiz-identity-mark: = xyxy=(433,854,441,868)
gtex-tissue-bar[interactable] xyxy=(268,639,273,661)
multiz-human-base: T xyxy=(773,807,781,822)
gtex-tissue-bar[interactable] xyxy=(240,643,245,661)
gencode-transcript-label[interactable]: LHFPL2 xyxy=(107,192,152,206)
gtex-tissue-bar[interactable] xyxy=(352,631,357,661)
multiz-identity-mark: = xyxy=(471,824,479,838)
multiz-identity-mark: = xyxy=(660,839,668,853)
multiz-identity-mark: = xyxy=(244,899,252,913)
refseq-track-label[interactable]: RefSeq Curated xyxy=(65,480,152,494)
gtex-tissue-bar[interactable] xyxy=(485,627,490,661)
multiz-identity-mark: = xyxy=(735,869,743,883)
gtex-tissue-bar[interactable] xyxy=(177,623,182,661)
gencode-transcript-label[interactable]: LHFPL2 xyxy=(107,432,152,446)
publications-snps-label[interactable]: SNPs xyxy=(121,527,152,541)
multiz-identity-mark: = xyxy=(358,839,366,853)
gencode-transcript-row[interactable] xyxy=(155,320,1044,336)
multiz-identity-mark: = xyxy=(395,854,403,868)
multiz-species-label[interactable]: Dog xyxy=(129,854,152,868)
gencode-transcript-intron-line[interactable] xyxy=(155,337,1044,348)
gencode-transcript-row[interactable] xyxy=(155,128,1044,144)
multiz-identity-mark: = xyxy=(622,839,630,853)
gtex-tissue-bar[interactable] xyxy=(247,641,252,661)
multiz-identity-mark: = xyxy=(773,869,781,883)
gtex-tissue-bar[interactable] xyxy=(345,629,350,661)
multiz-identity-mark: = xyxy=(660,899,668,913)
gtex-tissue-bar[interactable] xyxy=(422,622,427,661)
gencode-transcript-label[interactable]: LHFPL2 xyxy=(107,240,152,254)
gtex-tissue-bar[interactable] xyxy=(275,639,280,661)
multiz-identity-mark: = xyxy=(244,854,252,868)
gencode-transcript-label[interactable]: LHFPL2 xyxy=(107,128,152,142)
